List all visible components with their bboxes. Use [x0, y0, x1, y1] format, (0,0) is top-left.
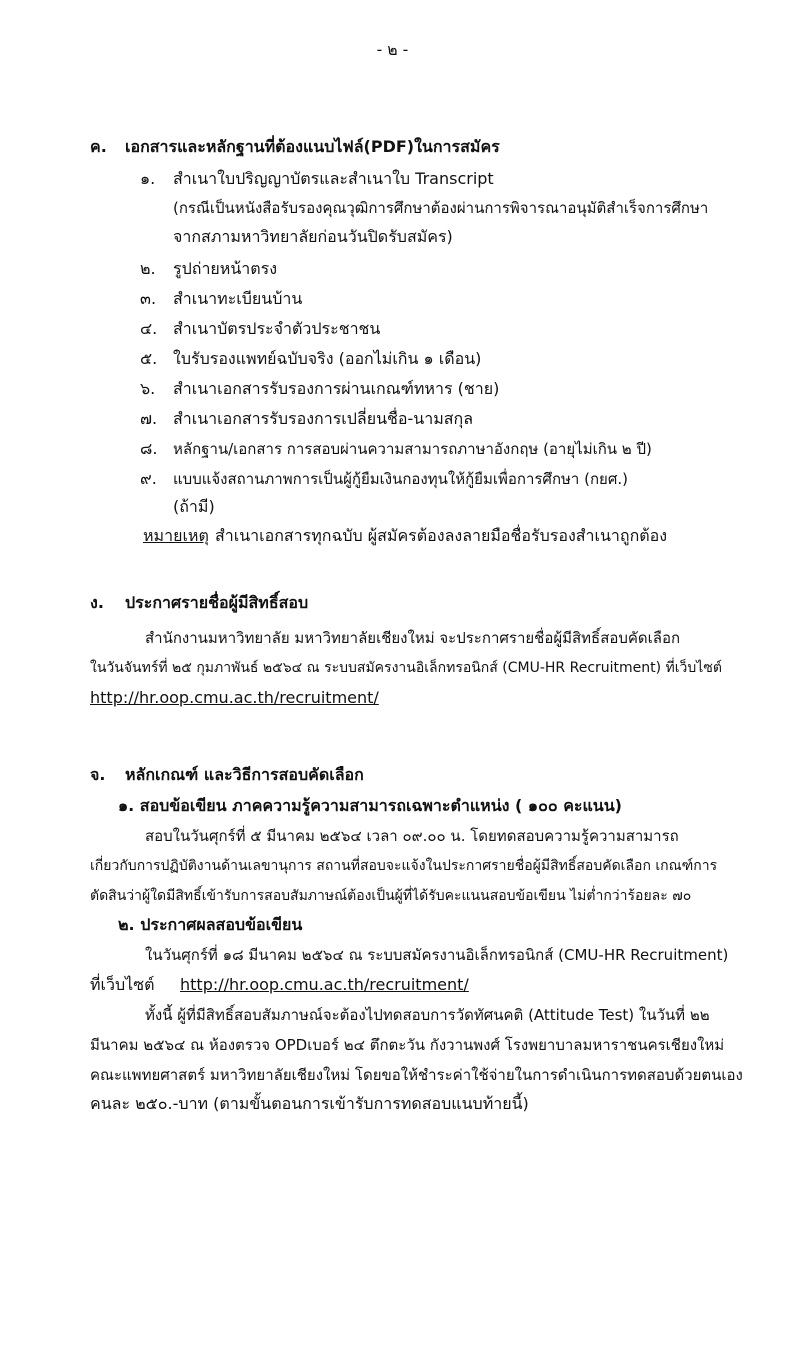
section-j-title: หลักเกณฑ์ และวิธีการสอบคัดเลือก: [125, 765, 364, 784]
list-item-number: ๘.: [140, 439, 158, 458]
list-item-note: (ถ้ามี): [173, 497, 215, 516]
paragraph-line: มีนาคม ๒๕๖๔ ณ ห้องตรวจ OPDเบอร์ ๒๔ ตึกตะวัน กังวานพงศ์ โรงพยาบาลมหาราชนครเชียงใหม่: [90, 1036, 725, 1054]
paragraph-line: สำนักงานมหาวิทยาลัย มหาวิทยาลัยเชียงใหม่ จะประกาศรายชื่อผู้มีสิทธิ์สอบคัดเลือก: [145, 629, 681, 647]
list-item: แบบแจ้งสถานภาพการเป็นผู้กู้ยืมเงินกองทุนให้กู้ยืมเพื่อการศึกษา (กยศ.): [173, 470, 628, 488]
paragraph-line: เกี่ยวกับการปฏิบัติงานด้านเลขานุการ สถานที่สอบจะแจ้งในประกาศรายชื่อผู้มีสิทธิ์สอบคัดเลือก เกณฑ์การ: [90, 858, 718, 874]
remark-text: สำเนาเอกสารทุกฉบับ ผู้สมัครต้องลงลายมือชื่อรับรองสำเนาถูกต้อง: [215, 526, 668, 545]
list-item-note: (กรณีเป็นหนังสือรับรองคุณวุฒิการศึกษาต้องผ่านการพิจารณาอนุมัติสำเร็จการศึกษา: [173, 199, 709, 217]
paragraph-line: ตัดสินว่าผู้ใดมีสิทธิ์เข้ารับการสอบสัมภาษณ์ต้องเป็นผู้ที่ได้รับคะแนนสอบข้อเขียน ไม่ต่ำกว่าร้อยละ ๗๐: [90, 888, 692, 904]
list-item-number: ๗.: [140, 409, 158, 428]
list-item-number: ๖.: [140, 379, 156, 398]
page-number: - ๒ -: [376, 40, 409, 59]
list-item: รูปถ่ายหน้าตรง: [173, 259, 278, 278]
paragraph-line: คนละ ๒๕๐.-บาท (ตามขั้นตอนการเข้ารับการทดสอบแนบท้ายนี้): [90, 1094, 529, 1113]
list-item: สำเนาเอกสารรับรองการเปลี่ยนชื่อ-นามสกุล: [173, 409, 473, 428]
section-ng-label: ง.: [90, 593, 104, 612]
paragraph-line: ในวันศุกร์ที่ ๑๘ มีนาคม ๒๕๖๔ ณ ระบบสมัครงานอิเล็กทรอนิกส์ (CMU-HR Recruitment): [145, 946, 729, 964]
recruitment-link[interactable]: http://hr.oop.cmu.ac.th/recruitment/: [90, 688, 379, 707]
list-item-number: ๕.: [140, 349, 158, 368]
list-item-number: ๙.: [140, 469, 157, 488]
section-k-title: เอกสารและหลักฐานที่ต้องแนบไฟล์(PDF)ในการสมัคร: [125, 137, 500, 156]
list-item: สำเนาทะเบียนบ้าน: [173, 289, 303, 308]
list-item-number: ๑.: [140, 169, 156, 188]
list-item-number: ๔.: [140, 319, 158, 338]
list-item: สำเนาบัตรประจำตัวประชาชน: [173, 319, 381, 338]
paragraph-line: ที่เว็บไซต์: [90, 975, 155, 994]
paragraph-line: คณะแพทยศาสตร์ มหาวิทยาลัยเชียงใหม่ โดยขอให้ชำระค่าใช้จ่ายในการดำเนินการทดสอบด้วยตนเอง: [90, 1066, 743, 1084]
list-item-number: ๓.: [140, 289, 157, 308]
section-j-label: จ.: [90, 765, 106, 784]
subsection-title: ๑. สอบข้อเขียน ภาคความรู้ความสามารถเฉพาะตำแหน่ง ( ๑๐๐ คะแนน): [118, 796, 622, 815]
list-item: สำเนาเอกสารรับรองการผ่านเกณฑ์ทหาร (ชาย): [173, 379, 500, 398]
list-item: หลักฐาน/เอกสาร การสอบผ่านความสามารถภาษาอังกฤษ (อายุไม่เกิน ๒ ปี): [173, 440, 652, 458]
paragraph-line: ทั้งนี้ ผู้ที่มีสิทธิ์สอบสัมภาษณ์จะต้องไปทดสอบการวัดทัศนคติ (Attitude Test) ในวันที่ ๒๒: [145, 1006, 710, 1024]
section-ng-title: ประกาศรายชื่อผู้มีสิทธิ์สอบ: [125, 593, 309, 612]
remark-label: หมายเหตุ: [143, 526, 209, 545]
section-k-label: ค.: [90, 137, 107, 156]
list-item-note: จากสภามหาวิทยาลัยก่อนวันปิดรับสมัคร): [173, 227, 453, 246]
subsection-title: ๒. ประกาศผลสอบข้อเขียน: [118, 915, 303, 934]
list-item-number: ๒.: [140, 259, 156, 278]
paragraph-line: สอบในวันศุกร์ที่ ๕ มีนาคม ๒๕๖๔ เวลา ๐๙.๐๐ น. โดยทดสอบความรู้ความสามารถ: [145, 827, 679, 845]
paragraph-line: ในวันจันทร์ที่ ๒๕ กุมภาพันธ์ ๒๕๖๔ ณ ระบบสมัครงานอิเล็กทรอนิกส์ (CMU-HR Recruitment) ที่เว็บไซต์: [90, 660, 722, 676]
recruitment-link[interactable]: http://hr.oop.cmu.ac.th/recruitment/: [180, 975, 469, 994]
list-item: ใบรับรองแพทย์ฉบับจริง (ออกไม่เกิน ๑ เดือน): [173, 349, 482, 368]
list-item: สำเนาใบปริญญาบัตรและสำเนาใบ Transcript: [173, 169, 494, 188]
